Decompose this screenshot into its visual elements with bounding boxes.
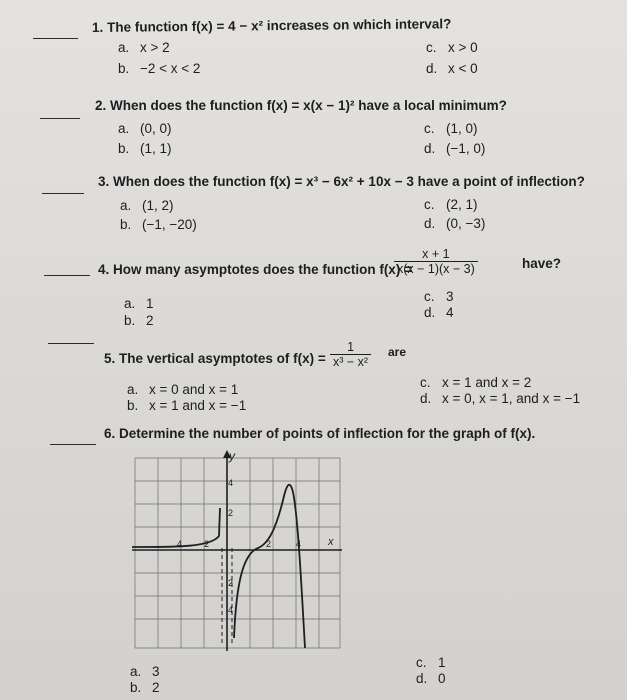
q1-option-c: c. x > 0 [426,40,478,55]
q4-option-a: a. 1 [124,296,154,311]
y-tick-label: 2 [228,508,234,518]
question-4-text: How many asymptotes does the function f(x) = [113,262,412,277]
q6-option-a: a. 3 [130,664,160,679]
q2-option-a: a. (0, 0) [118,121,172,136]
q1-option-b: b. −2 < x < 2 [118,61,201,76]
q2-option-b: b. (1, 1) [118,141,172,156]
question-3-text: When does the function f(x) = x³ − 6x² + 10x − 3 have a point of inflection? [113,174,585,189]
q3-option-b: b. (−1, −20) [120,217,197,232]
x-tick-label: 4 [177,539,183,549]
q4-option-c: c. 3 [424,289,454,304]
answer-blank-3[interactable] [42,193,84,194]
x-tick-label: 4 [296,539,302,549]
fraction-numerator: 1 [330,340,371,355]
question-3-number: 3. [98,174,110,189]
q2-option-d: d. (−1, 0) [424,141,486,156]
q3-option-d: d. (0, −3) [424,216,486,231]
function-graph [130,448,345,653]
q1-option-a: a. x > 2 [118,40,170,55]
fraction-numerator: x + 1 [394,247,478,262]
question-3 [98,174,585,190]
question-2 [95,98,507,114]
q3-option-a: a. (1, 2) [120,198,174,213]
y-tick-label: 4 [228,478,234,488]
question-4 [98,262,412,278]
q5-option-a: a. x = 0 and x = 1 [127,382,239,397]
q5-option-d: d. x = 0, x = 1, and x = −1 [420,391,581,406]
question-6-number: 6. [104,426,116,441]
answer-blank-4[interactable] [44,275,90,276]
q4-option-b: b. 2 [124,313,154,328]
fraction-denominator: x(x − 1)(x − 3) [397,262,475,276]
question-6-text: Determine the number of points of inflection for the graph of f(x). [119,426,536,441]
question-5-suffix: are [388,345,407,359]
q3-option-c: c. (2, 1) [424,197,478,212]
q5-option-b: b. x = 1 and x = −1 [127,398,247,413]
question-5-fraction [330,340,371,369]
y-tick-label: 4 [228,605,234,615]
question-1 [92,16,452,36]
fraction-denominator: x³ − x² [333,355,369,369]
answer-blank-2[interactable] [40,118,80,119]
question-5-text: The vertical asymptotes of f(x) = [119,351,326,366]
question-4-suffix: have? [522,256,562,271]
question-4-number: 4. [98,262,110,277]
q4-option-d: d. 4 [424,305,454,320]
curve-middle-branch [234,485,305,648]
question-4-fraction [394,247,478,276]
q1-option-d: d. x < 0 [426,61,478,76]
question-6 [104,426,535,442]
answer-blank-6[interactable] [50,444,96,445]
y-axis-label: y [229,449,235,463]
q6-option-c: c. 1 [416,655,446,670]
answer-blank-5[interactable] [48,343,94,344]
y-tick-label: 2 [228,578,234,588]
x-axis-label: x [328,536,334,548]
q6-option-b: b. 2 [130,680,160,695]
q5-option-c: c. x = 1 and x = 2 [420,375,532,390]
question-1-text: The function f(x) = 4 − x² increases on which interval? [106,16,452,35]
question-2-text: When does the function f(x) = x(x − 1)² have a local minimum? [110,98,507,113]
q6-option-d: d. 0 [416,671,446,686]
question-5-number: 5. [104,351,116,366]
q2-option-c: c. (1, 0) [424,121,478,136]
x-tick-label: 2 [266,539,272,549]
graph-grid [135,458,340,648]
question-5 [104,351,326,367]
question-1-number: 1. [91,19,104,35]
x-tick-label: 2 [204,539,210,549]
question-2-number: 2. [95,98,107,113]
answer-blank-1[interactable] [33,38,78,39]
